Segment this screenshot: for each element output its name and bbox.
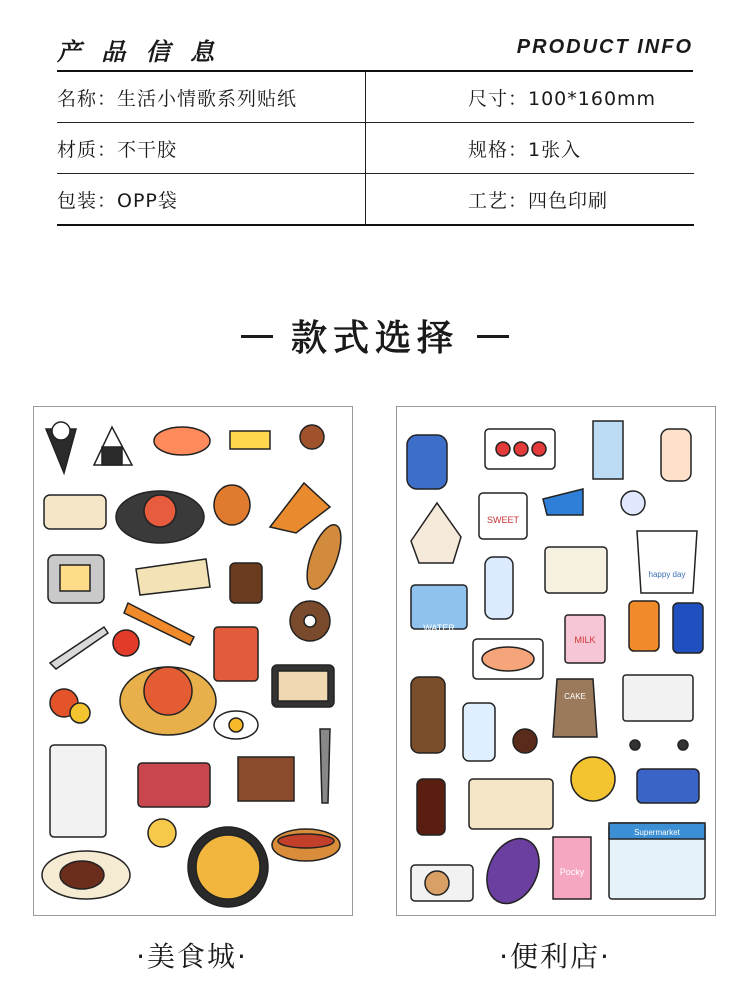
header-title-en: PRODUCT INFO [516, 36, 693, 58]
caption-food-city: ·美食城· [136, 940, 248, 973]
egg-tart-sticker [148, 819, 176, 847]
hair-dryer-sticker [543, 489, 583, 515]
shopping-bag-sticker [637, 531, 697, 593]
candy-jar-sticker [571, 757, 615, 801]
peppers-yellow [70, 703, 90, 723]
sticker-sheet-convenience-store[interactable] [396, 406, 716, 916]
sweet-label: SWEET [486, 515, 520, 525]
tiramisu-sticker [238, 757, 294, 801]
strawberry-1 [496, 442, 510, 456]
cake-label: CAKE [564, 692, 586, 701]
shopping-cart-sticker [623, 675, 693, 721]
cake-roll [425, 871, 449, 895]
happy-label: happy day [648, 570, 686, 579]
toothpaste-sticker [593, 421, 623, 479]
sushi-tray-sticker [469, 779, 553, 829]
donut-hole [304, 615, 316, 627]
chocolate-jar-sticker [230, 563, 262, 603]
heading-dash-right [477, 335, 509, 338]
milk-drink-sticker [463, 703, 495, 761]
cola-can-sticker [673, 603, 703, 653]
bread-loaf-sticker [300, 521, 348, 594]
spatula-sticker [320, 729, 330, 803]
egg-sushi-sticker [230, 431, 270, 449]
water-bottle-sticker [485, 557, 513, 619]
button-sticker [621, 491, 645, 515]
header-title-cn: 产 品 信 息 [57, 38, 221, 66]
info-craft: 工艺：四色印刷 [468, 189, 609, 212]
knife-sticker [50, 627, 108, 669]
drumstick-sticker [214, 485, 250, 525]
eggplant-sticker [477, 830, 549, 912]
yakult-sticker [661, 429, 691, 481]
water-label: WATER [423, 623, 455, 633]
onigiri-pack-sticker [545, 547, 607, 593]
salmon-sushi-sticker [154, 427, 210, 455]
milk-tea-bottle-sticker [411, 677, 445, 753]
soy-sauce-sticker [417, 779, 445, 835]
steamboat-soup [144, 667, 192, 715]
pizza-slices [196, 835, 260, 899]
tomato-sticker [113, 630, 139, 656]
style-selection-heading [0, 310, 750, 361]
info-name: 名称：生活小情歌系列贴纸 [57, 72, 366, 122]
info-row [57, 174, 694, 226]
sushi-rolls-sticker [44, 495, 106, 529]
sticker-sheet-food-illustration [34, 407, 352, 915]
info-size: 尺寸：100*160mm [468, 87, 657, 110]
mushroom-skewer-sticker [300, 425, 324, 449]
info-spec: 规格：1张入 [468, 138, 582, 161]
toaster-toast [60, 565, 90, 591]
sticker-sheet-food-city[interactable] [33, 406, 353, 916]
sticker-sheet-store-illustration [397, 407, 715, 915]
fried-egg-yolk [229, 718, 243, 732]
steak-meat [60, 861, 104, 889]
caption-convenience-store: ·便利店· [499, 940, 611, 973]
product-info-table [57, 72, 694, 226]
orange-can-sticker [629, 601, 659, 651]
cup-noodles-sticker [214, 627, 258, 681]
sauce-bottle-small-sticker [513, 729, 537, 753]
info-material: 材质：不干胶 [57, 123, 366, 173]
cart-wheel-1 [630, 740, 640, 750]
strawberry-3 [532, 442, 546, 456]
info-row [57, 72, 694, 123]
bread-bag-sticker [411, 503, 461, 563]
paper-bag-sticker [553, 679, 597, 737]
cart-wheel-2 [678, 740, 688, 750]
pocky-label: Pocky [559, 867, 585, 877]
heading-dash-left [241, 335, 273, 338]
supermarket-label: Supermarket [634, 828, 680, 837]
sardine-can-sticker [637, 769, 699, 803]
shrimp [482, 647, 534, 671]
meat-pack-sticker [138, 763, 210, 807]
strawberry-2 [514, 442, 528, 456]
hot-dog-sausage [278, 834, 334, 848]
hotpot-bowl-food [144, 495, 176, 527]
milk-label: MILK [574, 635, 596, 645]
grill-skewers-sticker [50, 745, 106, 837]
info-row [57, 123, 694, 174]
bento-box-food [278, 671, 328, 701]
section-title: 款式选择 [290, 318, 459, 359]
wrap-sticker [136, 559, 210, 595]
rice-ball-nori [102, 447, 122, 465]
product-info-header [57, 30, 693, 72]
roast-chicken-sticker [270, 483, 330, 533]
onigiri-cone-top [52, 422, 70, 440]
info-package: 包装：OPP袋 [57, 174, 366, 224]
detergent-bottle-sticker [407, 435, 447, 489]
